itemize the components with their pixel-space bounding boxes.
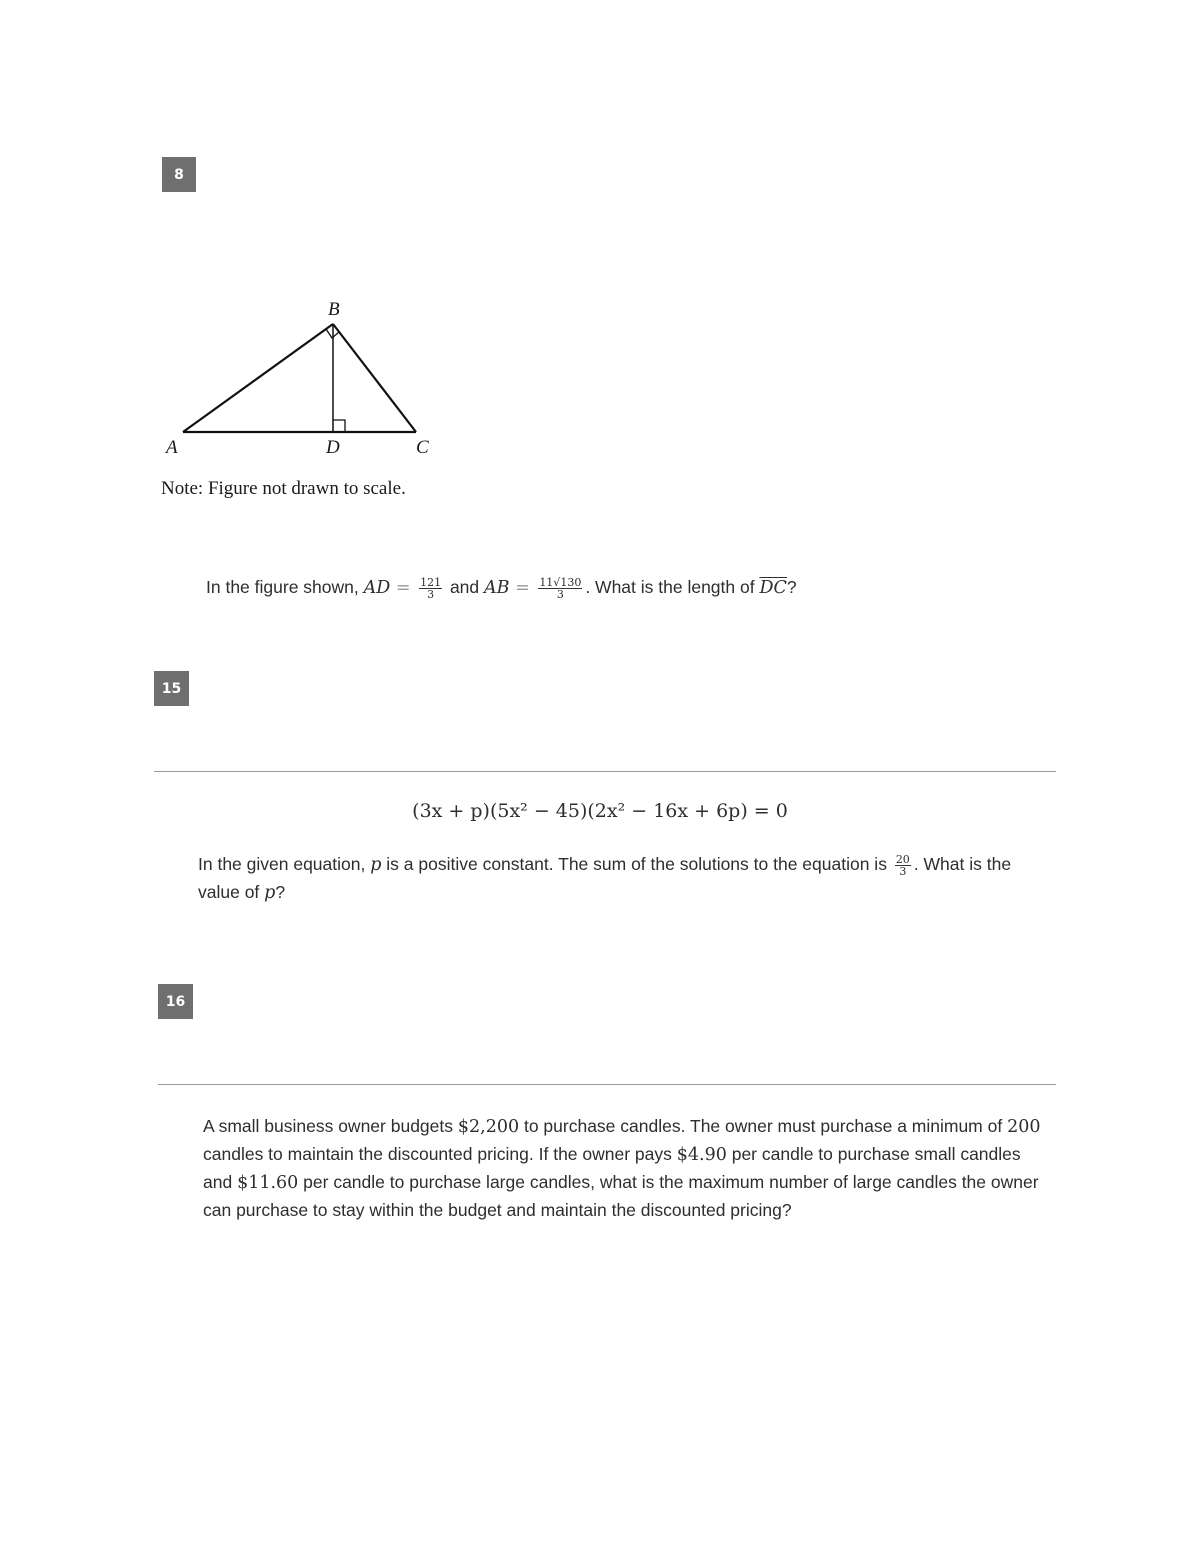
side-ab — [183, 324, 333, 432]
prompt-text: per candle to purchase small candles and — [203, 1144, 1021, 1192]
math-value: $11.60 — [237, 1173, 299, 1193]
prompt-text: and — [445, 577, 485, 597]
fraction-numerator: 11√130 — [539, 575, 582, 589]
math-var: AD — [363, 578, 391, 598]
fraction-numerator: 121 — [420, 575, 442, 589]
math-value: $2,200 — [457, 1117, 520, 1137]
vertex-label-c: C — [416, 437, 429, 458]
question-number: 15 — [161, 680, 182, 697]
prompt-text: to purchase candles. The owner must purchase a minimum of — [519, 1116, 1008, 1136]
question-prompt — [206, 574, 1106, 602]
math-segment: $\overline{DC}$ — [759, 578, 787, 598]
vertex-label-d: D — [326, 437, 340, 458]
math-var: p — [370, 855, 382, 875]
prompt-text: is a positive constant. The sum of the solutions to the equation is — [381, 854, 892, 874]
divider — [158, 1084, 1056, 1085]
vertex-label-a: A — [166, 437, 178, 458]
fraction-denominator: 3 — [556, 587, 564, 601]
math-operator: = — [509, 578, 536, 598]
question-prompt — [203, 1113, 1048, 1224]
question-number-badge — [154, 671, 189, 706]
fraction-denominator: 3 — [427, 587, 435, 601]
question-number: 16 — [165, 993, 186, 1010]
math-operator: = — [390, 578, 417, 598]
right-angle-mark-d — [333, 420, 345, 432]
side-bc — [333, 324, 416, 432]
divider — [154, 771, 1056, 772]
given-equation: (3x + p)(5x² − 45)(2x² − 16x + 6p) = 0 — [412, 800, 788, 822]
question-prompt — [198, 851, 1048, 907]
prompt-text: . What is the length of — [585, 577, 760, 597]
prompt-text: In the given equation, — [198, 854, 371, 874]
math-var: p — [264, 883, 276, 903]
math-value: 200 — [1007, 1117, 1041, 1137]
fraction-numerator: 20 — [895, 852, 910, 866]
prompt-text: ? — [786, 577, 797, 597]
figure-note: Note: Figure not drawn to scale. — [161, 478, 406, 499]
prompt-text: A small business owner budgets — [203, 1116, 458, 1136]
fraction — [419, 577, 442, 600]
prompt-text: ? — [275, 882, 286, 902]
fraction — [538, 577, 582, 600]
prompt-text: per candle to purchase large candles, what is the maximum number of large candles the owner can purchase to stay within the budget and maintain the discounted pricing? — [203, 1172, 1039, 1220]
vertex-label-b: B — [328, 299, 340, 320]
fraction-denominator: 3 — [899, 864, 907, 878]
fraction — [895, 854, 911, 877]
question-number: 8 — [174, 166, 184, 183]
prompt-text: In the figure shown, — [206, 577, 364, 597]
prompt-text: candles to maintain the discounted pricing. If the owner pays — [203, 1144, 677, 1164]
math-value: $4.90 — [676, 1145, 727, 1165]
question-number-badge — [158, 984, 193, 1019]
right-triangle-figure — [150, 290, 450, 470]
question-number-badge — [162, 157, 196, 192]
prompt-text: . What is the value of — [198, 854, 1012, 902]
math-var: AB — [484, 578, 510, 598]
